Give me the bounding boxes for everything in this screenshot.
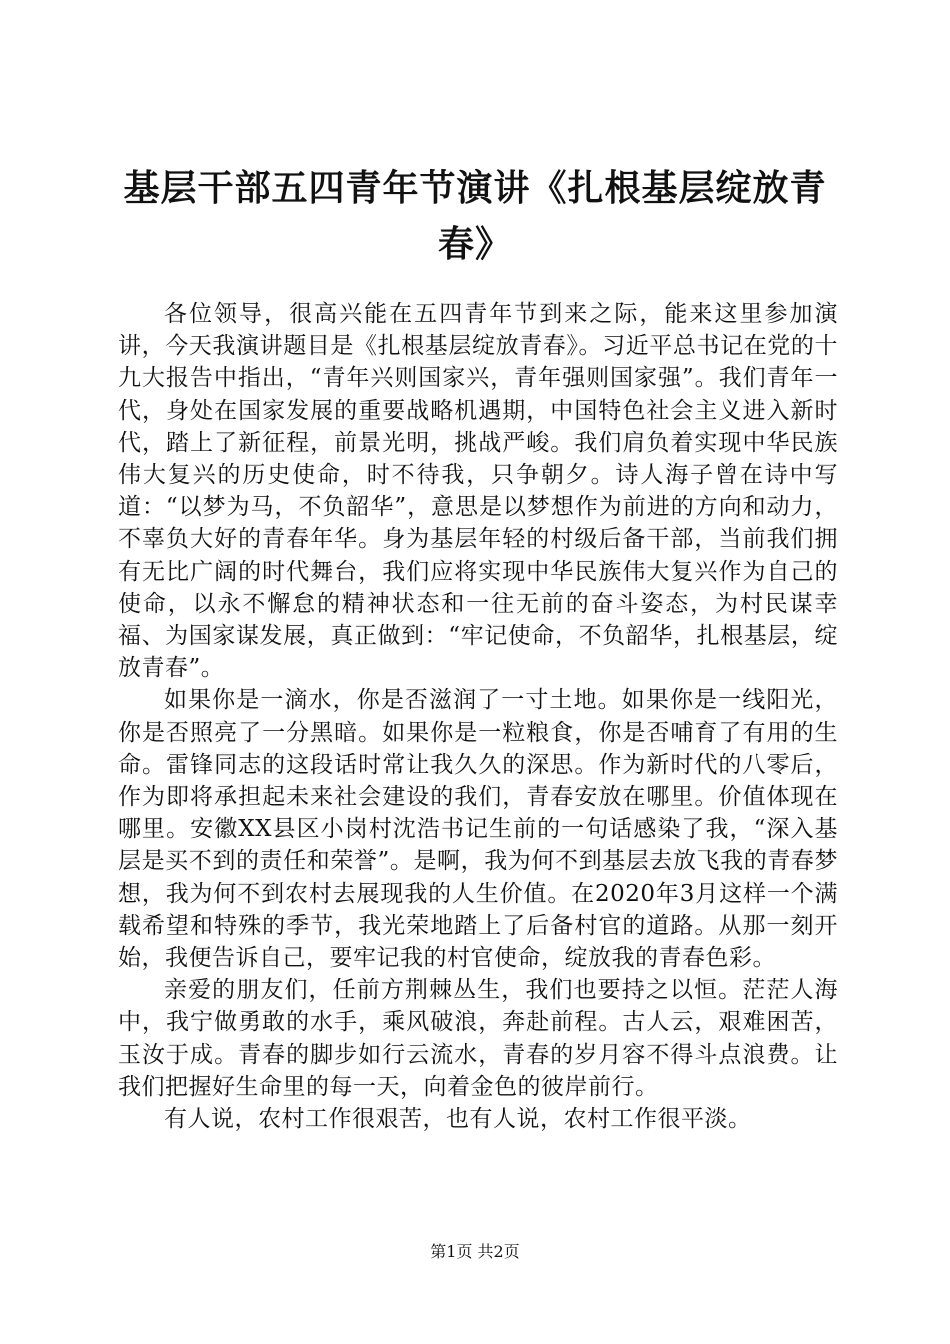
page-footer: 第1页 共2页 [430,1242,520,1261]
document-title: 基层干部五四青年节演讲《扎根基层绽放青春》 [123,167,827,265]
paragraph: 如果你是一滴水，你是否滋润了一寸土地。如果你是一线阳光，你是否照亮了一分黑暗。如果你是一粒粮食，你是否哺育了有用的生命。雷锋同志的这段话时常让我久久的深思。作为新时代的八零后，作为即将承担起未来社会建设的我们，青春安放在哪里。价值体现在哪里。安徽XX县区小岗村沈浩书记生前的一句话感染了我，“深入基层是买不到的责任和荣誉”。是啊，我为何不到基层去放飞我的青春梦想，我为何不到农村去展现我的人生价值。在2020年3月这样一个满载希望和特殊的季节，我光荣地踏上了后备村官的道路。从那一刻开始，我便告诉自己，要牢记我的村官使命，绽放我的青春色彩。 [118,687,838,972]
document-body [118,298,838,1135]
paragraph: 各位领导，很高兴能在五四青年节到来之际，能来这里参加演讲，今天我演讲题目是《扎根基层绽放青春》。习近平总书记在党的十九大报告中指出，“青年兴则国家兴，青年强则国家强”。我们青年一代，身处在国家发展的重要战略机遇期，中国特色社会主义进入新时代，踏上了新征程，前景光明，挑战严峻。我们肩负着实现中华民族伟大复兴的历史使命，时不待我，只争朝夕。诗人海子曾在诗中写道：“以梦为马，不负韶华”，意思是以梦想作为前进的方向和动力，不辜负大好的青春年华。身为基层年轻的村级后备干部，当前我们拥有无比广阔的时代舞台，我们应将实现中华民族伟大复兴作为自己的使命，以永不懈怠的精神状态和一往无前的奋斗姿态，为村民谋幸福、为国家谋发展，真正做到：“牢记使命，不负韶华，扎根基层，绽放青春”。 [118,301,838,682]
paragraph: 亲爱的朋友们，任前方荆棘丛生，我们也要持之以恒。茫茫人海中，我宁做勇敢的水手，乘风破浪，奔赴前程。古人云，艰难困苦，玉汝于成。青春的脚步如行云流水，青春的岁月容不得斗点浪费。让我们把握好生命里的每一天，向着金色的彼岸前行。 [118,977,838,1100]
paragraph: 有人说，农村工作很艰苦，也有人说，农村工作很平淡。 [164,1106,752,1133]
